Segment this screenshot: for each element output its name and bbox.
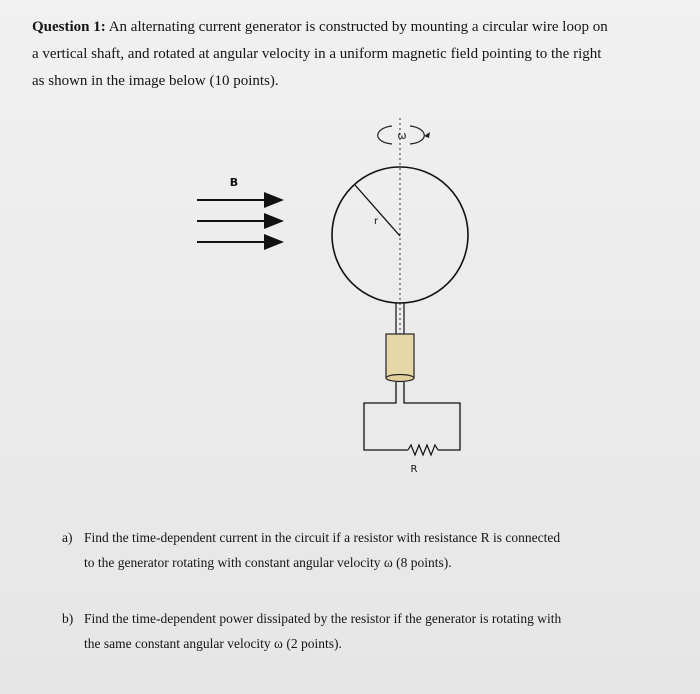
omega-label: ω <box>397 129 407 142</box>
external-circuit <box>364 382 460 450</box>
question-line-2: a vertical shaft, and rotated at angular velocity in a uniform magnetic field pointing to the right <box>32 46 602 62</box>
question-line-3: as shown in the image below (10 points). <box>32 73 279 89</box>
part-a-label: a) <box>62 530 73 545</box>
rotation-indicator <box>378 126 430 144</box>
radius-label: r <box>374 216 379 227</box>
resistor <box>408 445 438 455</box>
part-b: b) Find the time-dependent power dissipated by the resistor if the generator is rotating with the same constant angular velocity ω (2 points). <box>62 606 652 656</box>
question-label: Question 1: <box>32 19 106 35</box>
resistor-label: R <box>410 464 418 475</box>
field-label-b: B <box>229 176 239 189</box>
slip-ring-cylinder <box>386 334 414 382</box>
question-line-1: Question 1: An alternating current generator is constructed by mounting a circular wire loop on <box>32 19 608 35</box>
radius-line <box>355 185 400 236</box>
magnetic-field-arrows <box>197 176 282 242</box>
part-b-label: b) <box>62 611 74 626</box>
part-a: a) Find the time-dependent current in the circuit if a resistor with resistance R is connected to the generator rotating with constant angular velocity ω (8 points). <box>62 525 652 575</box>
